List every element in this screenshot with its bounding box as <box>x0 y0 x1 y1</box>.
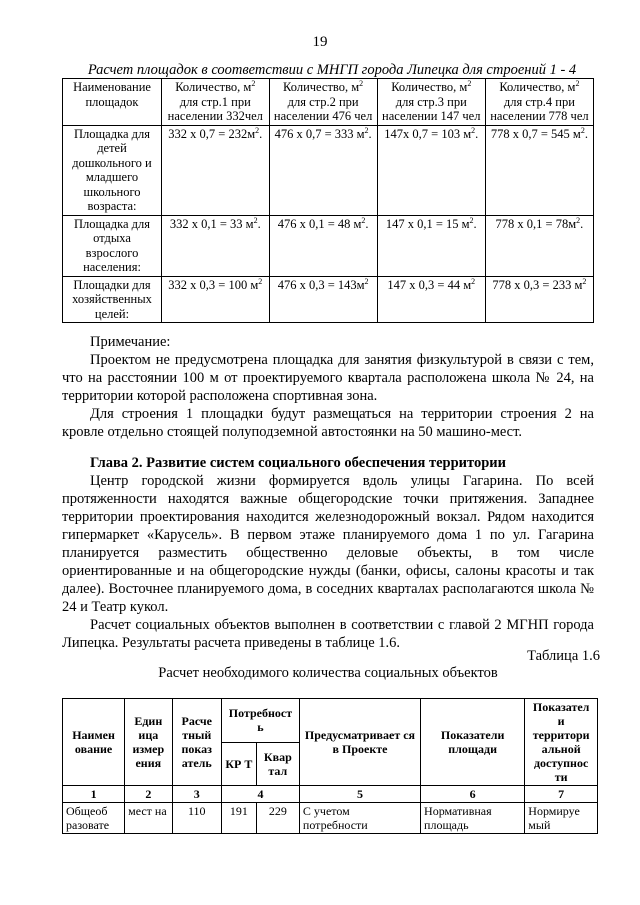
table-cell: Нормируе мый <box>525 803 598 834</box>
table1-header-cell: Количество, $м^2$ для стр.2 при населении 476 чел <box>269 79 377 126</box>
note-paragraph: Для строения 1 площадки будут размещаться на территории строения 2 на кровле отдельно стоящей полуподземной автостоянки на 50 машино-мест. <box>62 406 594 440</box>
table1-header-cell: Наименование площадок <box>63 79 162 126</box>
page-number: 19 <box>312 34 328 50</box>
table-cell: 332 х $0,7 = 232м^2$. <box>162 125 270 215</box>
playgrounds-table <box>62 78 594 323</box>
table2-label: Таблица 1.6 <box>527 648 600 664</box>
table-cell: Общеоб разовате <box>63 803 125 834</box>
table2-header-row <box>63 699 598 743</box>
row-name: Площадка для детей дошкольного и младшего школьного возраста: <box>63 125 162 215</box>
table-cell: 191 <box>222 803 257 834</box>
table-cell: С учетом потребности <box>299 803 420 834</box>
chapter-section <box>62 454 594 652</box>
table-cell: 476 х 0,7 = 333 $м^2$. <box>269 125 377 215</box>
table-cell: 778 х 0,3 = 233 $м^2$ <box>485 276 593 323</box>
table-cell: 147 х 0,3 = 44 $м^2$ <box>377 276 485 323</box>
table2-header-cell: Наимен ование <box>63 699 125 786</box>
table-cell: 476 х $0,3 = 143м^2$ <box>269 276 377 323</box>
table-cell: 147 х 0,1 = 15 $м^2$. <box>377 215 485 276</box>
row-name: Площадка для отдыха взрослого населения: <box>63 215 162 276</box>
note-title: Примечание: <box>90 334 171 350</box>
table2-header-cell: КР Т <box>222 742 257 786</box>
table-cell: 778 х 0,7 = 545 $м^2$. <box>485 125 593 215</box>
table2-header-cell: Квар тал <box>256 742 299 786</box>
row-name: Площадки для хозяйственных целей: <box>63 276 162 323</box>
table-cell: 110 <box>172 803 221 834</box>
table1-header-cell: Количество, $м^2$ для стр.3 при населении 147 чел <box>377 79 485 126</box>
column-number: 3 <box>172 786 221 803</box>
table2-header-cell: Расче тный показ атель <box>172 699 221 786</box>
table2-number-row <box>63 786 598 803</box>
table2-header-cell: Показатели площади <box>421 699 525 786</box>
table-cell: 229 <box>256 803 299 834</box>
table1-header-row <box>63 79 594 126</box>
table-row <box>63 276 594 323</box>
note-section <box>62 333 594 441</box>
table-cell: 147х 0,7 = 103 $м^2$. <box>377 125 485 215</box>
chapter-title: Глава 2. Развитие систем социального обеспечения территории <box>90 455 506 471</box>
table2-header-cell: Потребност ь <box>222 699 300 743</box>
table-cell: 778 х $0,1 = 78м^2$. <box>485 215 593 276</box>
table-cell: мест на <box>125 803 172 834</box>
table-cell: 332 х 0,1 = 33 $м^2$. <box>162 215 270 276</box>
social-objects-table <box>62 698 598 834</box>
table2-header-cell: Показател и территори альной доступнос ти <box>525 699 598 786</box>
table2-header-cell: Един ица измер ения <box>125 699 172 786</box>
table1-header-cell: Количество, $м^2$ для стр.1 при населении 332чел <box>162 79 270 126</box>
note-paragraph: Проектом не предусмотрена площадка для занятия физкультурой в связи с тем, что на расстоянии 100 м от проектируемого квартала расположена школа № 24, на территории которой расположена спортивная зона. <box>62 352 594 404</box>
table1-header-cell: Количество, $м^2$ для стр.4 при населении 778 чел <box>485 79 593 126</box>
chapter-paragraph: Расчет социальных объектов выполнен в соответствии с главой 2 МГНП города Липецка. Результаты расчета приведены в таблице 1.6. <box>62 617 594 651</box>
column-number: 1 <box>63 786 125 803</box>
column-number: 4 <box>222 786 300 803</box>
table-cell: 332 х 0,3 = 100 $м^2$ <box>162 276 270 323</box>
table-row <box>63 215 594 276</box>
table-row <box>63 125 594 215</box>
table1-caption: Расчет площадок в соответствии с МНГП города Липецка для строений 1 - 4 <box>87 62 577 78</box>
column-number: 6 <box>421 786 525 803</box>
column-number: 5 <box>299 786 420 803</box>
table-row <box>63 803 598 834</box>
column-number: 7 <box>525 786 598 803</box>
table-cell: 476 х 0,1 = 48 $м^2$. <box>269 215 377 276</box>
chapter-paragraph: Центр городской жизни формируется вдоль улицы Гагарина. По всей протяженности находятся важные общегородские точки притяжения. Западнее территории проектирования находится железнодорожный вокзал. Рядом находится гипермаркет «Карусель». В первом этаже планируемого дома 1 по ул. Гагарина планируется разместить общественно деловые объекты, в том числе ориентированные и на общегородские нужды (банки, офисы, салоны красоты и так далее). Восточнее планируемого дома, в соседних кварталах располагаются школа № 24 и Театр кукол. <box>62 473 594 615</box>
table2-header-cell: Предусматривает ся в Проекте <box>299 699 420 786</box>
table2-caption: Расчет необходимого количества социальных объектов <box>158 665 498 681</box>
column-number: 2 <box>125 786 172 803</box>
table-cell: Нормативная площадь <box>421 803 525 834</box>
